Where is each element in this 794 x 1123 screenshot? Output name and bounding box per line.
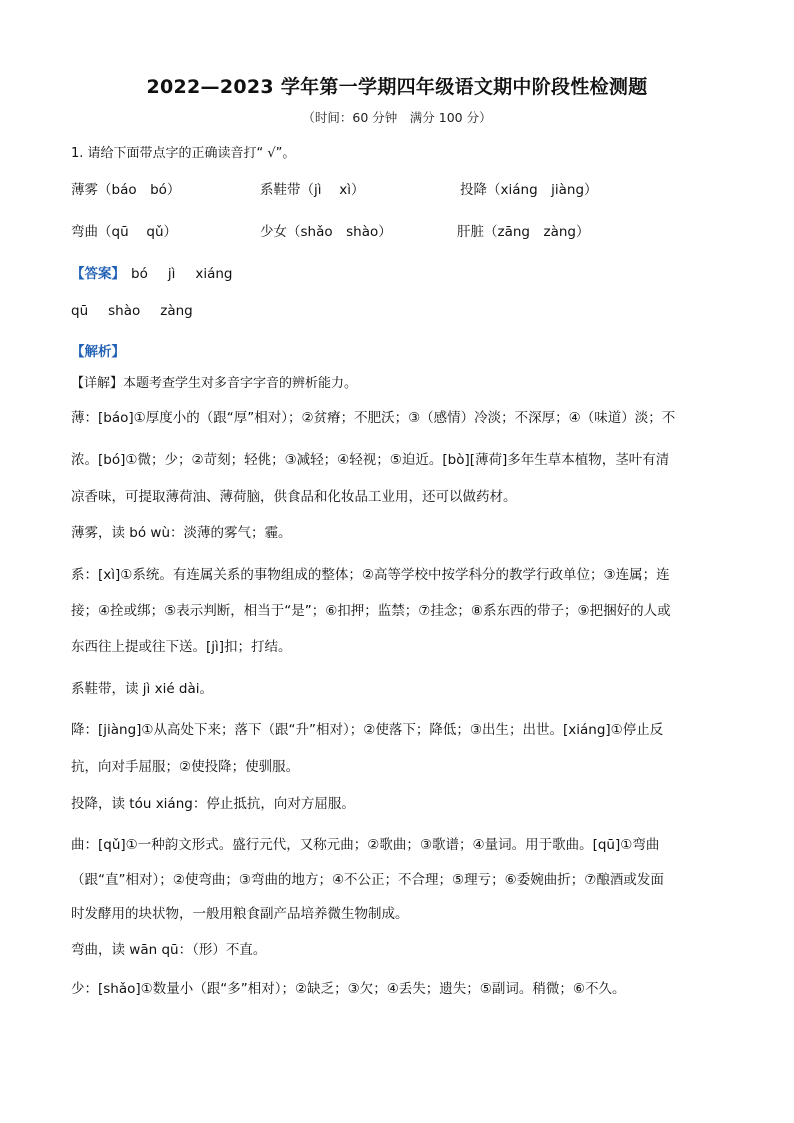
analysis-heading (71, 340, 125, 360)
answer-value: zàng (160, 303, 193, 319)
paragraph-line: （跟“直”相对）；②使弯曲；③弯曲的地方；④不公正；不合理；⑤理亏；⑥委婉曲折；⑦酿酒或发面 (71, 872, 664, 888)
paragraph-line: 降：[jiàng]①从高处下来；落下（跟“升”相对）；②使落下；降低；③出生；出世。[xiáng]①停止反 (71, 722, 664, 738)
option-shaonv (260, 220, 392, 240)
answer-value: qū (71, 303, 89, 319)
option-word: 肝脏 (457, 224, 484, 240)
option-ganzang (457, 220, 589, 240)
answer-value: jì (167, 266, 176, 282)
paragraph-line: 投降，读 tóu xiáng：停止抵抗，向对方屈服。 (71, 796, 355, 812)
option-jixiedai (260, 178, 365, 198)
paragraph-line: 东西往上提或往下送。[jì]扣；打结。 (71, 639, 292, 655)
answer-tag: 【答案】 (71, 266, 125, 282)
answer-value: xiáng (195, 266, 233, 282)
paragraph-line: 接；④拴或绑；⑤表示判断，相当于“是”；⑥扣押；监禁；⑦挂念；⑧系东西的带子；⑨把捆好的人或 (71, 603, 671, 619)
option-bowu (71, 178, 180, 198)
option-pinyin: （báo bó） (98, 182, 181, 198)
answer-value: shào (108, 303, 141, 319)
exam-time-info: （时间：60 分钟 满分 100 分） (302, 110, 492, 125)
option-wanqu (71, 220, 177, 240)
answer-value: bó (131, 266, 148, 282)
option-word: 系鞋带 (260, 182, 301, 198)
paragraph-line: 系鞋带，读 jì xié dài。 (71, 681, 214, 697)
document-title: 2022—2023 学年第一学期四年级语文期中阶段性检测题 (146, 76, 648, 98)
answer-line-2 (71, 303, 193, 319)
paragraph-line: 时发酵用的块状物，一般用粮食副产品培养微生物制成。 (71, 906, 409, 922)
paragraph-line: 凉香味，可提取薄荷油、薄荷脑，供食品和化妆品工业用，还可以做药材。 (71, 489, 517, 505)
option-word: 弯曲 (71, 224, 98, 240)
paragraph-line: 抗，向对手屈服；②使投降；使驯服。 (71, 759, 300, 775)
option-pinyin: （xiáng jiàng） (487, 182, 598, 198)
option-touxiang (460, 178, 598, 198)
paragraph-line: 弯曲，读 wān qū：（形）不直。 (71, 942, 267, 958)
paragraph-line: 薄雾，读 bó wù：淡薄的雾气；霾。 (71, 525, 292, 541)
option-pinyin: （qū qǔ） (98, 224, 178, 240)
paragraph-line: 浓。[bó]①微；少；②苛刻；轻佻；③减轻；④轻视；⑤迫近。[bò][薄荷]多年生草本植物，茎叶有清 (71, 452, 670, 468)
question-1-prompt: 1. 请给下面带点字的正确读音打“ √”。 (71, 146, 296, 161)
option-pinyin: （jì xì） (300, 182, 365, 198)
option-word: 薄雾 (71, 182, 98, 198)
paragraph-line: 系：[xì]①系统。有连属关系的事物组成的整体；②高等学校中按学科分的教学行政单位；③连属；连 (71, 567, 670, 583)
paragraph-line: 曲：[qǔ]①一种韵文形式。盛行元代，又称元曲；②歌曲；③歌谱；④量词。用于歌曲。[qū]①弯曲 (71, 837, 660, 853)
option-pinyin: （shǎo shào） (287, 224, 392, 240)
analysis-tag: 【解析】 (71, 344, 125, 360)
paragraph-line: 薄：[báo]①厚度小的（跟“厚”相对）；②贫瘠；不肥沃；③（感情）冷淡；不深厚；④（味道）淡；不 (71, 410, 676, 426)
detail-intro: 【详解】本题考查学生对多音字字音的辨析能力。 (71, 376, 358, 391)
answer-line-1 (71, 262, 233, 282)
paragraph-line: 少：[shǎo]①数量小（跟“多”相对）；②缺乏；③欠；④丢失；遗失；⑤副词。稍微；⑥不久。 (71, 981, 626, 997)
option-word: 少女 (260, 224, 287, 240)
option-pinyin: （zāng zàng） (484, 224, 590, 240)
option-word: 投降 (460, 182, 487, 198)
